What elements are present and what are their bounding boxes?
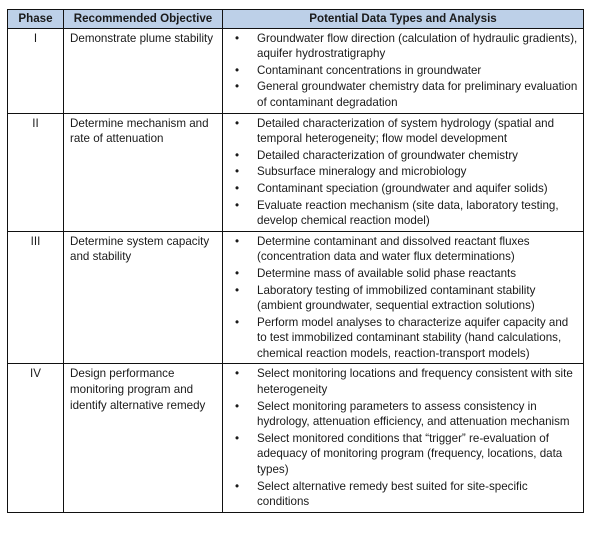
list-item bbox=[231, 116, 579, 147]
list-item-text: Contaminant speciation (groundwater and aquifer solids) bbox=[257, 181, 548, 195]
objective-cell: Design performance monitoring program and identify alternative remedy bbox=[64, 364, 223, 512]
bullet-icon: • bbox=[234, 283, 240, 297]
list-item bbox=[231, 164, 579, 180]
table-row bbox=[8, 113, 584, 231]
phase-objectives-table bbox=[7, 9, 584, 513]
bullet-icon: • bbox=[234, 165, 240, 179]
bullet-icon: • bbox=[234, 116, 240, 130]
list-item bbox=[231, 283, 579, 314]
bullet-icon: • bbox=[234, 80, 240, 94]
header-phase: Phase bbox=[8, 10, 64, 29]
list-item bbox=[231, 79, 579, 110]
data-types-cell bbox=[223, 28, 584, 113]
bullet-icon: • bbox=[234, 234, 240, 248]
list-item-text: Subsurface mineralogy and microbiology bbox=[257, 165, 467, 179]
bullet-icon: • bbox=[234, 198, 240, 212]
list-item bbox=[231, 266, 579, 282]
bullet-icon: • bbox=[234, 479, 240, 493]
list-item-text: Determine contaminant and dissolved reactant fluxes (concentration data and water flux determinations) bbox=[257, 234, 530, 264]
list-item-text: Select monitoring parameters to assess consistency in hydrology, attenuation efficiency, and attenuation mechanism bbox=[257, 399, 570, 429]
table-body bbox=[8, 28, 584, 512]
bullet-icon: • bbox=[234, 148, 240, 162]
list-item-text: Determine mass of available solid phase reactants bbox=[257, 266, 517, 280]
table-row bbox=[8, 28, 584, 113]
header-objective: Recommended Objective bbox=[64, 10, 223, 29]
bullet-icon: • bbox=[234, 315, 240, 329]
data-types-list bbox=[231, 31, 579, 111]
list-item-text: Select alternative remedy best suited for site-specific conditions bbox=[257, 479, 528, 509]
list-item bbox=[231, 366, 579, 397]
data-types-list bbox=[231, 366, 579, 509]
list-item-text: Laboratory testing of immobilized contaminant stability (ambient groundwater, sequential extraction solutions) bbox=[257, 283, 536, 313]
bullet-icon: • bbox=[234, 181, 240, 195]
bullet-icon: • bbox=[234, 367, 240, 381]
list-item bbox=[231, 148, 579, 164]
header-row bbox=[8, 10, 584, 29]
list-item-text: Select monitored conditions that “trigger” re-evaluation of adequacy of monitoring program (frequency, locations, data types) bbox=[257, 431, 563, 477]
phase-cell: II bbox=[8, 113, 64, 231]
bullet-icon: • bbox=[234, 266, 240, 280]
list-item bbox=[231, 234, 579, 265]
list-item bbox=[231, 63, 579, 79]
list-item-text: Select monitoring locations and frequency consistent with site heterogeneity bbox=[257, 367, 573, 397]
list-item-text: Detailed characterization of groundwater chemistry bbox=[257, 148, 518, 162]
bullet-icon: • bbox=[234, 431, 240, 445]
list-item bbox=[231, 315, 579, 362]
list-item-text: Detailed characterization of system hydrology (spatial and temporal heterogeneity; flow model development bbox=[257, 116, 555, 146]
objective-cell: Determine mechanism and rate of attenuation bbox=[64, 113, 223, 231]
phase-cell: III bbox=[8, 231, 64, 364]
bullet-icon: • bbox=[234, 399, 240, 413]
data-types-list bbox=[231, 116, 579, 229]
bullet-icon: • bbox=[234, 63, 240, 77]
list-item-text: Perform model analyses to characterize aquifer capacity and to test immobilized contaminant stability (hand calculations, chemical reaction models, reaction-transport models) bbox=[257, 315, 569, 360]
list-item-text: General groundwater chemistry data for preliminary evaluation of contaminant degradation bbox=[257, 80, 578, 109]
list-item-text: Contaminant concentrations in groundwater bbox=[257, 63, 482, 77]
list-item bbox=[231, 181, 579, 197]
list-item bbox=[231, 479, 579, 510]
bullet-icon: • bbox=[234, 31, 240, 45]
phase-cell: I bbox=[8, 28, 64, 113]
data-types-cell bbox=[223, 231, 584, 364]
header-data-types: Potential Data Types and Analysis bbox=[223, 10, 584, 29]
objective-cell: Demonstrate plume stability bbox=[64, 28, 223, 113]
data-types-cell bbox=[223, 113, 584, 231]
table-row bbox=[8, 231, 584, 364]
list-item bbox=[231, 31, 579, 62]
data-types-cell bbox=[223, 364, 584, 512]
list-item bbox=[231, 399, 579, 430]
list-item bbox=[231, 431, 579, 478]
table-row bbox=[8, 364, 584, 512]
phase-cell: IV bbox=[8, 364, 64, 512]
list-item bbox=[231, 198, 579, 229]
data-types-list bbox=[231, 234, 579, 362]
list-item-text: Groundwater flow direction (calculation of hydraulic gradients), aquifer hydrostratigraphy bbox=[257, 31, 578, 61]
objective-cell: Determine system capacity and stability bbox=[64, 231, 223, 364]
list-item-text: Evaluate reaction mechanism (site data, laboratory testing, develop chemical reaction model) bbox=[257, 198, 559, 228]
